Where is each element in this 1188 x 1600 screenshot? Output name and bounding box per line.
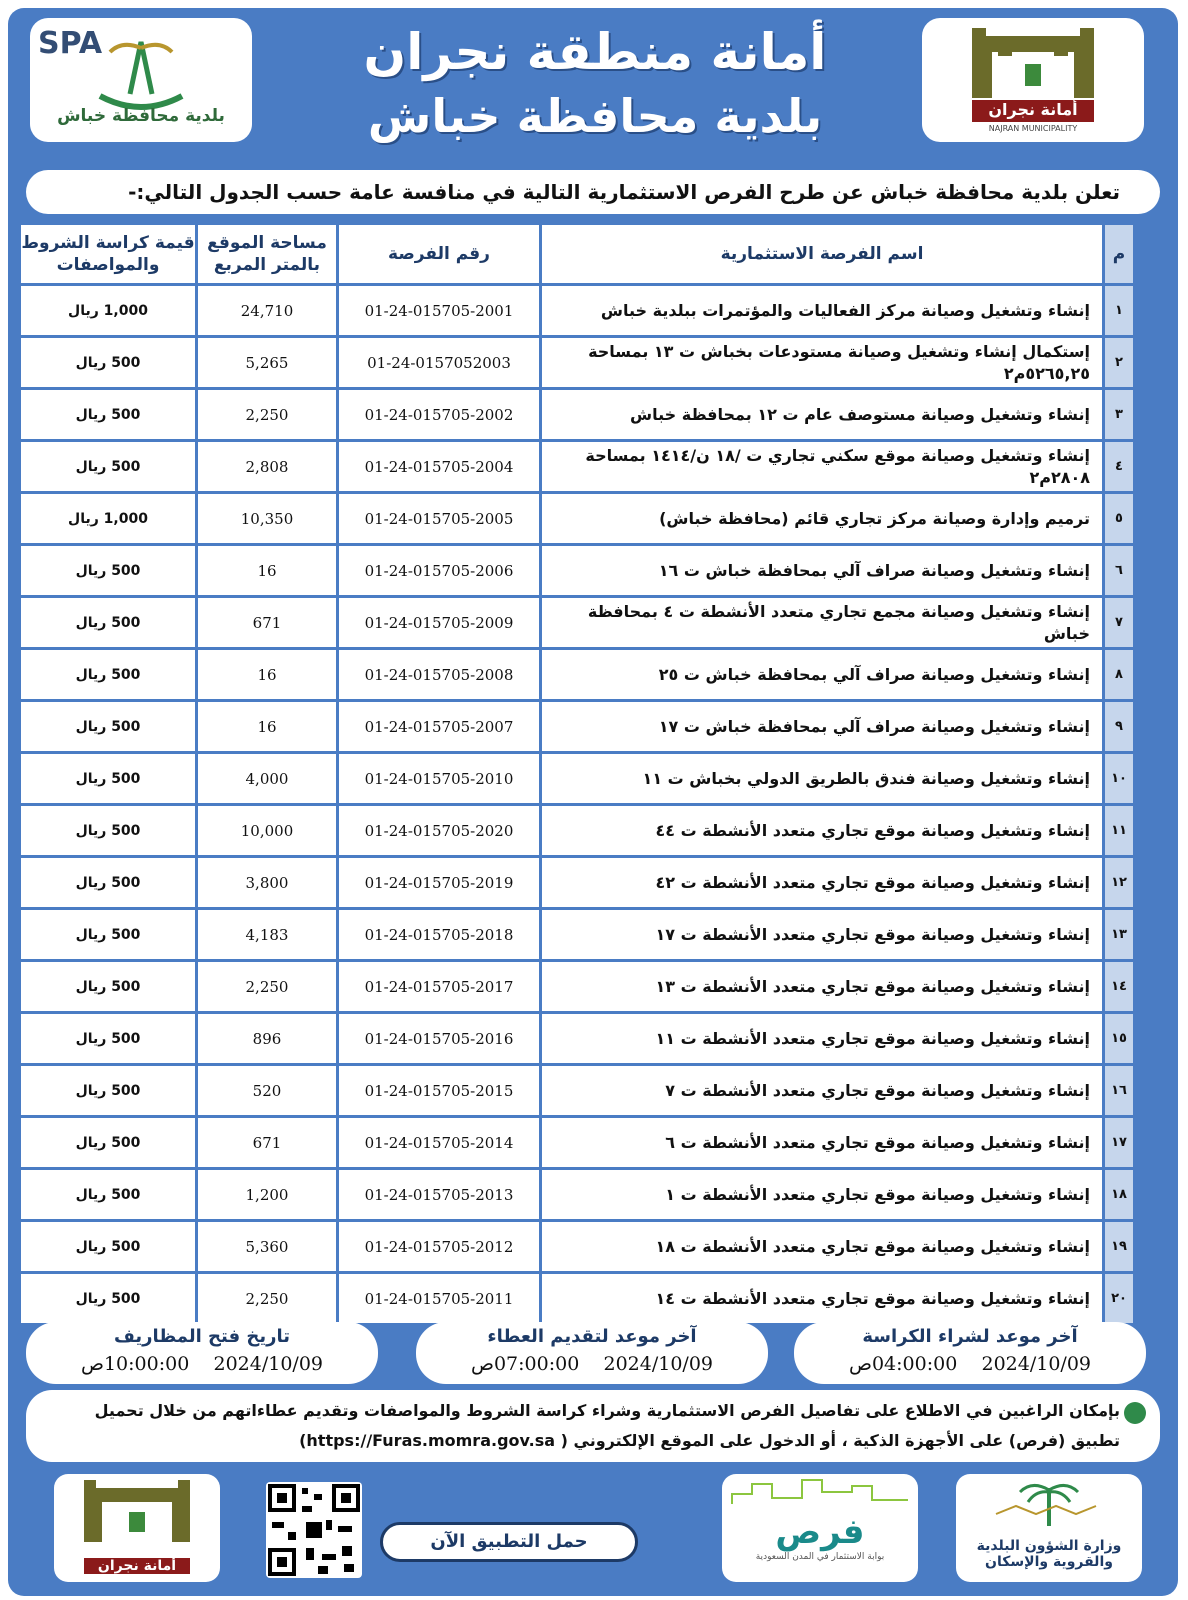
deadline-purchase-time: 04:00:00ص [848,1353,958,1375]
deadline-purchase [794,1322,1146,1384]
row-num: ١ [1105,286,1133,335]
furas-logo [722,1474,918,1582]
row-code: 01-24-015705-2009 [339,598,539,647]
row-price: 500 ريال [21,1222,195,1271]
table-row [21,910,1133,959]
row-price: 1,000 ريال [21,286,195,335]
qr-code-icon [266,1482,362,1578]
row-code: 01-24-015705-2018 [339,910,539,959]
info-box [26,1390,1160,1462]
row-num: ١٤ [1105,962,1133,1011]
khubash-logo-text: بلدية محافظة خباش [57,106,225,126]
row-name: إنشاء وتشغيل وصيانة فندق بالطريق الدولي بخباش ت ١١ [542,754,1102,803]
row-name: إستكمال إنشاء وتشغيل وصيانة مستودعات بخباش ت ١٣ بمساحة ٥٢٦٥,٢٥م٢ [542,338,1102,387]
row-name: إنشاء وتشغيل وصيانة مستوصف عام ت ١٢ بمحافظة خباش [542,390,1102,439]
row-price: 1,000 ريال [21,494,195,543]
table-row [21,858,1133,907]
deadline-submit-label: آخر موعد لتقديم العطاء [487,1326,697,1347]
row-price: 500 ريال [21,910,195,959]
row-num: ٢٠ [1105,1274,1133,1323]
table-row [21,546,1133,595]
deadline-opening-label: تاريخ فتح المظاريف [113,1326,291,1347]
najran-logo-sub: NAJRAN MUNICIPALITY [988,124,1078,133]
najran-footer-gate-icon [54,1474,220,1554]
deadline-submit [416,1322,768,1384]
col-header-code: رقم الفرصة [339,225,539,283]
announcement-banner: تعلن بلدية محافظة خباش عن طرح الفرص الاستثمارية التالية في منافسة عامة حسب الجدول التالي:- [26,170,1160,214]
row-price: 500 ريال [21,1014,195,1063]
deadline-submit-date: 2024/10/09 [603,1353,713,1375]
col-header-area: مساحة الموقع بالمتر المربع [198,225,336,283]
najran-logo-text: أمانة نجران [988,100,1078,119]
row-num: ١١ [1105,806,1133,855]
row-area: 16 [198,702,336,751]
row-code: 01-24-015705-2012 [339,1222,539,1271]
row-area: 4,000 [198,754,336,803]
row-area: 2,808 [198,442,336,491]
row-price: 500 ريال [21,754,195,803]
row-area: 10,000 [198,806,336,855]
info-line-2[interactable]: تطبيق (فرص) على الأجهزة الذكية ، أو الدخول على الموقع الإلكتروني ( https://Furas.momra.gov.sa) [299,1431,1120,1450]
row-code: 01-24-015705-2015 [339,1066,539,1115]
row-code: 01-24-015705-2002 [339,390,539,439]
row-price: 500 ريال [21,442,195,491]
row-num: ٧ [1105,598,1133,647]
row-name: إنشاء وتشغيل وصيانة موقع تجاري متعدد الأنشطة ت ١١ [542,1014,1102,1063]
ministry-name: وزارة الشؤون البلدية والقروية والإسكان [976,1538,1122,1570]
row-area: 2,250 [198,1274,336,1323]
row-code: 01-24-015705-2010 [339,754,539,803]
table-row [21,962,1133,1011]
row-area: 520 [198,1066,336,1115]
row-num: ١٩ [1105,1222,1133,1271]
row-price: 500 ريال [21,702,195,751]
row-code: 01-24-015705-2011 [339,1274,539,1323]
row-price: 500 ريال [21,650,195,699]
ministry-logo [956,1474,1142,1582]
row-num: ١٧ [1105,1118,1133,1167]
row-area: 1,200 [198,1170,336,1219]
row-price: 500 ريال [21,1274,195,1323]
row-name: إنشاء وتشغيل وصيانة موقع تجاري متعدد الأنشطة ت ١٨ [542,1222,1102,1271]
row-price: 500 ريال [21,390,195,439]
row-price: 500 ريال [21,1066,195,1115]
row-name: إنشاء وتشغيل وصيانة موقع تجاري متعدد الأنشطة ت ١ [542,1170,1102,1219]
deadline-opening-date: 2024/10/09 [213,1353,323,1375]
row-name: إنشاء وتشغيل وصيانة صراف آلي بمحافظة خباش ت ١٦ [542,546,1102,595]
table-row [21,702,1133,751]
row-code: 01-24-015705-2001 [339,286,539,335]
row-code: 01-24-015705-2016 [339,1014,539,1063]
row-area: 16 [198,650,336,699]
row-price: 500 ريال [21,598,195,647]
table-row [21,1170,1133,1219]
row-code: 01-24-015705-2017 [339,962,539,1011]
row-price: 500 ريال [21,1118,195,1167]
row-code: 01-24-0157052003 [339,338,539,387]
row-area: 671 [198,1118,336,1167]
row-num: ١٦ [1105,1066,1133,1115]
info-line-1: بإمكان الراغبين في الاطلاع على تفاصيل الفرص الاستثمارية وشراء كراسة الشروط والمواصفات وتقديم عطاءاتهم من خلال تحميل [94,1401,1120,1420]
table-row [21,650,1133,699]
row-name: إنشاء وتشغيل وصيانة موقع تجاري متعدد الأنشطة ت ١٣ [542,962,1102,1011]
row-code: 01-24-015705-2008 [339,650,539,699]
deadline-opening-time: 10:00:00ص [80,1353,190,1375]
row-price: 500 ريال [21,338,195,387]
row-num: ٢ [1105,338,1133,387]
opportunities-table [18,222,1136,1326]
row-name: إنشاء وتشغيل وصيانة موقع سكني تجاري ت /١٨ ن/١٤١٤ بمساحة ٢٨٠٨م٢ [542,442,1102,491]
row-area: 2,250 [198,390,336,439]
row-code: 01-24-015705-2006 [339,546,539,595]
page-title: أمانة منطقة نجران [363,23,827,81]
najran-municipality-logo [922,18,1144,142]
row-code: 01-24-015705-2007 [339,702,539,751]
row-area: 896 [198,1014,336,1063]
deadline-purchase-date: 2024/10/09 [981,1353,1091,1375]
row-name: إنشاء وتشغيل وصيانة مركز الفعاليات والمؤتمرات ببلدية خباش [542,286,1102,335]
row-name: إنشاء وتشغيل وصيانة موقع تجاري متعدد الأنشطة ت ١٤ [542,1274,1102,1323]
table-row [21,390,1133,439]
row-area: 10,350 [198,494,336,543]
row-area: 16 [198,546,336,595]
row-num: ١٣ [1105,910,1133,959]
row-area: 4,183 [198,910,336,959]
col-header-num: م [1105,225,1133,283]
deadline-purchase-label: آخر موعد لشراء الكراسة [862,1326,1078,1347]
table-row [21,338,1133,387]
najran-footer-logo [54,1474,220,1582]
row-price: 500 ريال [21,962,195,1011]
row-num: ١٢ [1105,858,1133,907]
row-name: إنشاء وتشغيل وصيانة مجمع تجاري متعدد الأنشطة ت ٤ بمحافظة خباش [542,598,1102,647]
row-num: ١٠ [1105,754,1133,803]
deadline-submit-time: 07:00:00ص [470,1353,580,1375]
row-name: إنشاء وتشغيل وصيانة موقع تجاري متعدد الأنشطة ت ٦ [542,1118,1102,1167]
table-row [21,598,1133,647]
table-row [21,286,1133,335]
table-row [21,754,1133,803]
row-code: 01-24-015705-2020 [339,806,539,855]
row-name: إنشاء وتشغيل وصيانة موقع تجاري متعدد الأنشطة ت ٤٤ [542,806,1102,855]
row-name: إنشاء وتشغيل وصيانة صراف آلي بمحافظة خباش ت ١٧ [542,702,1102,751]
deadline-opening [26,1322,378,1384]
row-area: 24,710 [198,286,336,335]
ministry-palm-icon [956,1474,1142,1534]
table-row [21,806,1133,855]
row-name: إنشاء وتشغيل وصيانة موقع تجاري متعدد الأنشطة ت ١٧ [542,910,1102,959]
row-code: 01-24-015705-2014 [339,1118,539,1167]
row-area: 5,360 [198,1222,336,1271]
row-price: 500 ريال [21,1170,195,1219]
row-area: 5,265 [198,338,336,387]
row-code: 01-24-015705-2019 [339,858,539,907]
table-row [21,1222,1133,1271]
row-name: إنشاء وتشغيل وصيانة موقع تجاري متعدد الأنشطة ت ٤٢ [542,858,1102,907]
row-num: ٥ [1105,494,1133,543]
table-row [21,1274,1133,1323]
table-row [21,1066,1133,1115]
row-price: 500 ريال [21,858,195,907]
page-subtitle: بلدية محافظة خباش [367,89,823,143]
table-header-row [21,225,1133,283]
row-num: ٣ [1105,390,1133,439]
furas-sub: بوابة الاستثمار في المدن السعودية [755,1552,885,1562]
row-num: ١٥ [1105,1014,1133,1063]
qr-code[interactable] [266,1482,362,1578]
bullet-icon [1124,1402,1146,1424]
table-row [21,442,1133,491]
row-num: ٩ [1105,702,1133,751]
furas-name: فرص [775,1512,865,1552]
najran-footer-text: أمانة نجران [84,1558,190,1574]
row-num: ٦ [1105,546,1133,595]
table-row [21,1118,1133,1167]
row-num: ٤ [1105,442,1133,491]
table-row [21,494,1133,543]
table-row [21,1014,1133,1063]
row-name: ترميم وإدارة وصيانة مركز تجاري قائم (محافظة خباش) [542,494,1102,543]
col-header-name: اسم الفرصة الاستثمارية [542,225,1102,283]
spa-watermark: SPA [38,26,103,61]
row-code: 01-24-015705-2013 [339,1170,539,1219]
row-num: ٨ [1105,650,1133,699]
row-code: 01-24-015705-2004 [339,442,539,491]
col-header-price: قيمة كراسة الشروط والمواصفات [21,225,195,283]
row-area: 3,800 [198,858,336,907]
row-price: 500 ريال [21,546,195,595]
download-app-button[interactable]: حمل التطبيق الآن [380,1522,638,1562]
khubash-municipality-logo [30,18,252,142]
row-num: ١٨ [1105,1170,1133,1219]
row-area: 2,250 [198,962,336,1011]
row-code: 01-24-015705-2005 [339,494,539,543]
row-price: 500 ريال [21,806,195,855]
skyline-icon [722,1474,918,1508]
row-area: 671 [198,598,336,647]
row-name: إنشاء وتشغيل وصيانة موقع تجاري متعدد الأنشطة ت ٧ [542,1066,1102,1115]
row-name: إنشاء وتشغيل وصيانة صراف آلي بمحافظة خباش ت ٢٥ [542,650,1102,699]
